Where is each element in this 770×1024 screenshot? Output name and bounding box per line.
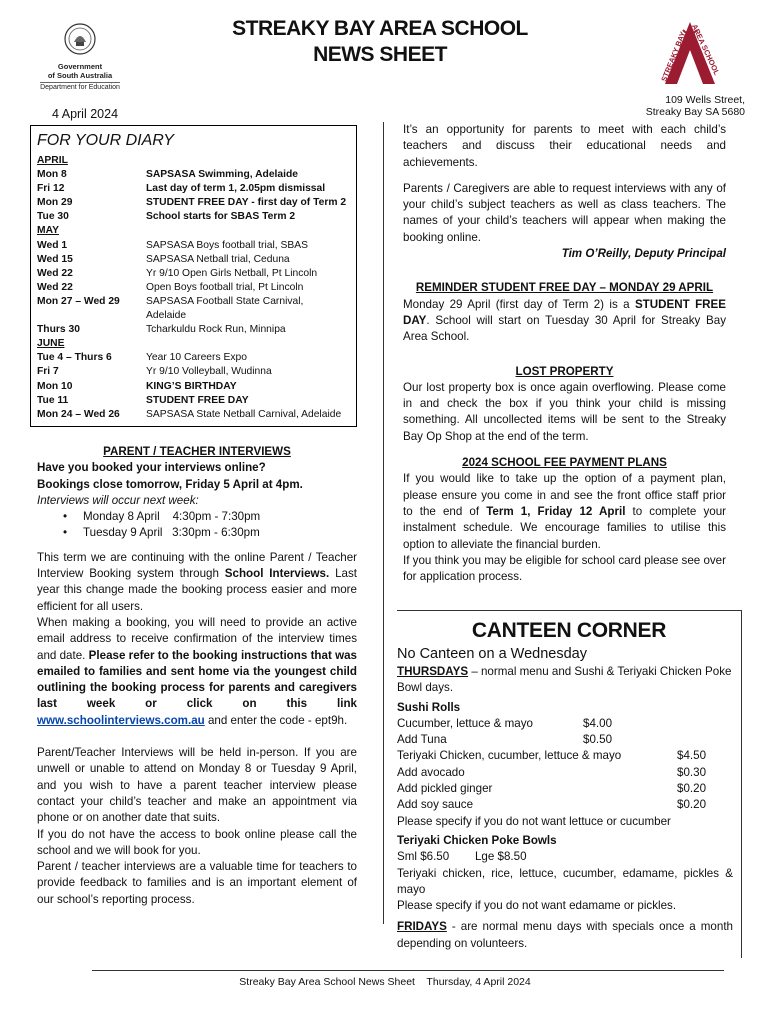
title-line-1: STREAKY BAY AREA SCHOOL — [232, 17, 528, 40]
diary-row — [37, 351, 350, 365]
lost-property-text: Our lost property box is once again overflowing. Please come in and check the box if you think your child is missing something. All uncollected items will be sent to the Streaky Bay Op Shop at the end of the term. — [403, 380, 726, 443]
diary-date: Mon 27 – Wed 29 — [37, 295, 120, 307]
diary-date: Mon 10 — [37, 380, 73, 392]
diary-event: Yr 9/10 Open Girls Netball, Pt Lincoln — [146, 267, 318, 279]
menu-item-name: Add avocado — [397, 765, 465, 779]
menu-item-name: Add pickled ginger — [397, 782, 493, 796]
text: Monday 29 April (first day of Term 2) is a — [403, 297, 635, 311]
right-para-2: Parents / Caregivers are able to request interviews with any of your child’s subject teachers as well as class teachers. The names of your child’s teachers will appear when making the booking online. — [403, 181, 726, 244]
diary-row — [37, 408, 350, 422]
menu-item — [397, 765, 733, 781]
footer: Streaky Bay Area School News Sheet Thursday, 4 April 2024 — [239, 976, 531, 988]
diary-event: Open Boys football trial, Pt Lincoln — [146, 281, 304, 293]
diary-event: School starts for SBAS Term 2 — [146, 211, 296, 223]
diary-date: APRIL — [37, 155, 68, 166]
label: THURSDAYS — [397, 665, 469, 678]
canteen-content — [397, 664, 741, 952]
text: This term we are continuing with the online Parent / Teacher Interview Booking system through — [37, 550, 357, 581]
text: to complete your instalment schedule. We encourage families to utilise this option to alleviate the financial burden. — [403, 504, 726, 551]
text: – normal menu and Sushi & Teriyaki Chicken Poke Bowl days. — [397, 665, 732, 695]
interviews-heading: PARENT / TEACHER INTERVIEWS — [103, 445, 291, 458]
menu-item-price: $4.00 — [583, 716, 613, 730]
interviews-para-2 — [37, 615, 357, 729]
sushi-heading: Sushi Rolls — [397, 700, 461, 714]
fridays-text — [397, 919, 733, 952]
diary-event: SAPSASA Boys football trial, SBAS — [146, 239, 308, 251]
interview-slot: • Monday 8 April 4:30pm - 7:30pm — [61, 509, 357, 525]
diary-row — [37, 210, 350, 224]
text: If you would like to take up the option of a payment plan, please ensure you come in and see the front office staff prior to the end of — [403, 472, 726, 518]
interviews-when: Interviews will occur next week: — [37, 493, 199, 507]
diary-row — [37, 323, 350, 337]
diary-event: Year 10 Careers Expo — [146, 352, 247, 364]
diary-date — [37, 309, 146, 323]
menu-item — [397, 748, 733, 764]
diary-row — [37, 253, 350, 267]
poke-note: Please specify if you do not want edamame or pickles. — [397, 899, 677, 913]
interviews-para-4: If you do not have the access to book online please call the school and we will book for you. — [37, 827, 357, 857]
student-free-day-text — [403, 297, 726, 346]
text: - are normal menu days with specials once a month depending on volunteers. — [397, 920, 733, 950]
diary-date: Wed 15 — [37, 253, 73, 265]
diary-event: STUDENT FREE DAY - first day of Term 2 — [146, 197, 347, 209]
interviews-para-1 — [37, 550, 357, 615]
diary-date: Tue 4 – Thurs 6 — [37, 352, 112, 364]
diary-date: Mon 29 — [37, 197, 73, 209]
diary-date: Wed 22 — [37, 267, 73, 279]
canteen-subheading: No Canteen on a Wednesday — [397, 646, 587, 662]
poke-heading: Teriyaki Chicken Poke Bowls — [397, 833, 557, 847]
text-bold: Term 1, Friday 12 April — [486, 504, 626, 518]
diary-heading: FOR YOUR DIARY — [37, 132, 174, 149]
diary-row — [37, 196, 350, 210]
svg-text:STREAKY BAY: STREAKY BAY — [659, 30, 688, 83]
diary-date: Tue 11 — [37, 394, 69, 406]
menu-item-name: Cucumber, lettuce & mayo — [397, 716, 533, 730]
diary-row — [37, 182, 350, 196]
canteen-box — [397, 610, 742, 958]
menu-item — [397, 716, 733, 732]
lost-property-heading: LOST PROPERTY — [515, 364, 614, 378]
schoolinterviews-link[interactable]: www.schoolinterviews.com.au — [37, 713, 205, 727]
sushi-note: Please specify if you do not want lettuce or cucumber — [397, 814, 671, 828]
diary-date: Mon 24 – Wed 26 — [37, 408, 120, 420]
diary-row — [37, 380, 350, 394]
diary-event: SAPSASA Football State Carnival, — [146, 295, 304, 307]
menu-item-name: Teriyaki Chicken, cucumber, lettuce & mayo — [397, 749, 622, 763]
bookings-close: Bookings close tomorrow, Friday 5 April at 4pm. — [37, 477, 303, 491]
text-bold: School Interviews. — [224, 567, 330, 581]
crest-icon — [63, 22, 97, 56]
diary-row — [37, 267, 350, 281]
diary-date: Mon 8 — [37, 169, 67, 181]
fee-plans-heading: 2024 SCHOOL FEE PAYMENT PLANS — [462, 456, 667, 470]
text: Last year this change made the booking process easier and more efficient for all users. — [37, 567, 357, 613]
school-address — [600, 94, 745, 118]
poke-sizes: Sml $6.50 Lge $8.50 — [397, 850, 527, 864]
diary-event: Tcharkuldu Rock Run, Minnipa — [146, 324, 286, 336]
menu-item-price: $0.20 — [677, 798, 707, 812]
diary-row — [37, 394, 350, 408]
school-card-text: If you think you may be eligible for school card please see over for application process. — [403, 553, 726, 584]
right-para-1: It’s an opportunity for parents to meet with each child’s teachers and discuss their educational needs and achievements. — [403, 123, 726, 169]
diary-event: Yr 9/10 Volleyball, Wudinna — [146, 366, 272, 378]
diary-date: JUNE — [37, 338, 65, 350]
poke-text: Teriyaki chicken, rice, lettuce, cucumber, edamame, pickles & mayo — [397, 866, 733, 896]
right-column — [403, 122, 726, 585]
footer-rule — [92, 970, 724, 971]
gov-line-2: of South Australia — [47, 71, 113, 80]
diary-row — [37, 281, 350, 295]
text-bold: STUDENT FREE DAY — [403, 297, 726, 327]
interviews-para-3: Parent/Teacher Interviews will be held in-person. If you are unwell or unable to attend on Monday 8 or Tuesday 9 April, and you wish to have a parent teacher interview please contact your child’s teacher and make an appointment via phone or on another date that suits. — [37, 746, 357, 825]
menu-item-price: $4.50 — [677, 749, 707, 763]
diary-date: Wed 22 — [37, 281, 73, 293]
menu-item-name: Add soy sauce — [397, 798, 474, 812]
diary-event — [146, 337, 350, 351]
diary-month — [37, 337, 350, 351]
address-line-1: 109 Wells Street, — [665, 94, 745, 106]
text: When making a booking, you will need to provide an active email address to receive confirmation of the interview times and date. — [37, 615, 357, 662]
interviews-para-5: Parent / teacher interviews are a valuable time for teachers to provide feedback to families and is an important element of our school’s reporting process. — [37, 860, 357, 906]
diary-event — [146, 224, 350, 238]
diary-event: SAPSASA Swimming, Adelaide — [146, 169, 299, 181]
address-line-2: Streaky Bay SA 5680 — [645, 106, 745, 118]
diary-date: Fri 7 — [37, 366, 59, 378]
menu-item-price: $0.30 — [677, 765, 707, 779]
diary-row — [37, 295, 350, 309]
issue-date: 4 April 2024 — [52, 107, 119, 121]
menu-item-price: $0.50 — [583, 733, 613, 747]
diary-event: SAPSASA State Netball Carnival, Adelaide — [146, 408, 342, 420]
menu-item-price: $0.20 — [677, 782, 707, 796]
diary-date: MAY — [37, 225, 59, 237]
interviews-section — [37, 444, 357, 908]
interviews-question: Have you booked your interviews online? — [37, 461, 266, 475]
diary-event: SAPSASA Netball trial, Ceduna — [146, 253, 290, 265]
fee-plans-text — [403, 471, 726, 552]
diary-event: KING’S BIRTHDAY — [146, 380, 237, 392]
diary-row — [37, 168, 350, 182]
diary-event: Adelaide — [146, 310, 187, 322]
label: FRIDAYS — [397, 920, 447, 934]
diary-row — [37, 365, 350, 379]
diary-month — [37, 154, 350, 168]
text: . School will start on Tuesday 30 April for Streaky Bay Area School. — [403, 313, 726, 344]
diary-row — [37, 239, 350, 253]
menu-item — [397, 797, 733, 813]
diary-date: Wed 1 — [37, 239, 68, 251]
svg-text:AREA SCHOOL: AREA SCHOOL — [689, 22, 722, 77]
diary-event: Last day of term 1, 2.05pm dismissal — [146, 183, 326, 195]
title-line-2: NEWS SHEET — [313, 43, 447, 66]
diary-month — [37, 224, 350, 238]
diary-box — [30, 125, 357, 427]
diary-event: STUDENT FREE DAY — [146, 394, 249, 406]
menu-item-name: Add Tuna — [397, 733, 447, 747]
canteen-heading: CANTEEN CORNER — [471, 619, 667, 642]
text-bold: Please refer to the booking instructions that was emailed to families and sent home via the youngest child outlining the booking process for parents and caregivers last week or click on this link — [37, 648, 357, 711]
gov-line-3: Department for Education — [40, 84, 120, 91]
page-title — [160, 16, 600, 68]
menu-item — [397, 781, 733, 797]
diary-date: Tue 30 — [37, 211, 69, 223]
diary-event — [146, 154, 350, 168]
gov-line-1: Government — [57, 62, 103, 71]
sushi-list — [397, 716, 733, 814]
diary-row — [37, 309, 350, 323]
student-free-day-heading: REMINDER STUDENT FREE DAY – MONDAY 29 APRIL — [415, 281, 714, 295]
thursdays-text — [397, 664, 733, 697]
interview-slots — [37, 509, 357, 542]
menu-item — [397, 732, 733, 748]
interview-slot: • Tuesday 9 April 3:30pm - 6:30pm — [61, 525, 357, 541]
school-logo — [645, 12, 735, 94]
text: and enter the code - ept9h. — [204, 713, 348, 727]
diary-date: Fri 12 — [37, 183, 65, 195]
diary-date: Thurs 30 — [37, 324, 80, 336]
diary-list — [37, 154, 350, 422]
column-divider — [383, 122, 384, 924]
government-logo — [40, 22, 120, 91]
signature: Tim O’Reilly, Deputy Principal — [561, 247, 726, 261]
